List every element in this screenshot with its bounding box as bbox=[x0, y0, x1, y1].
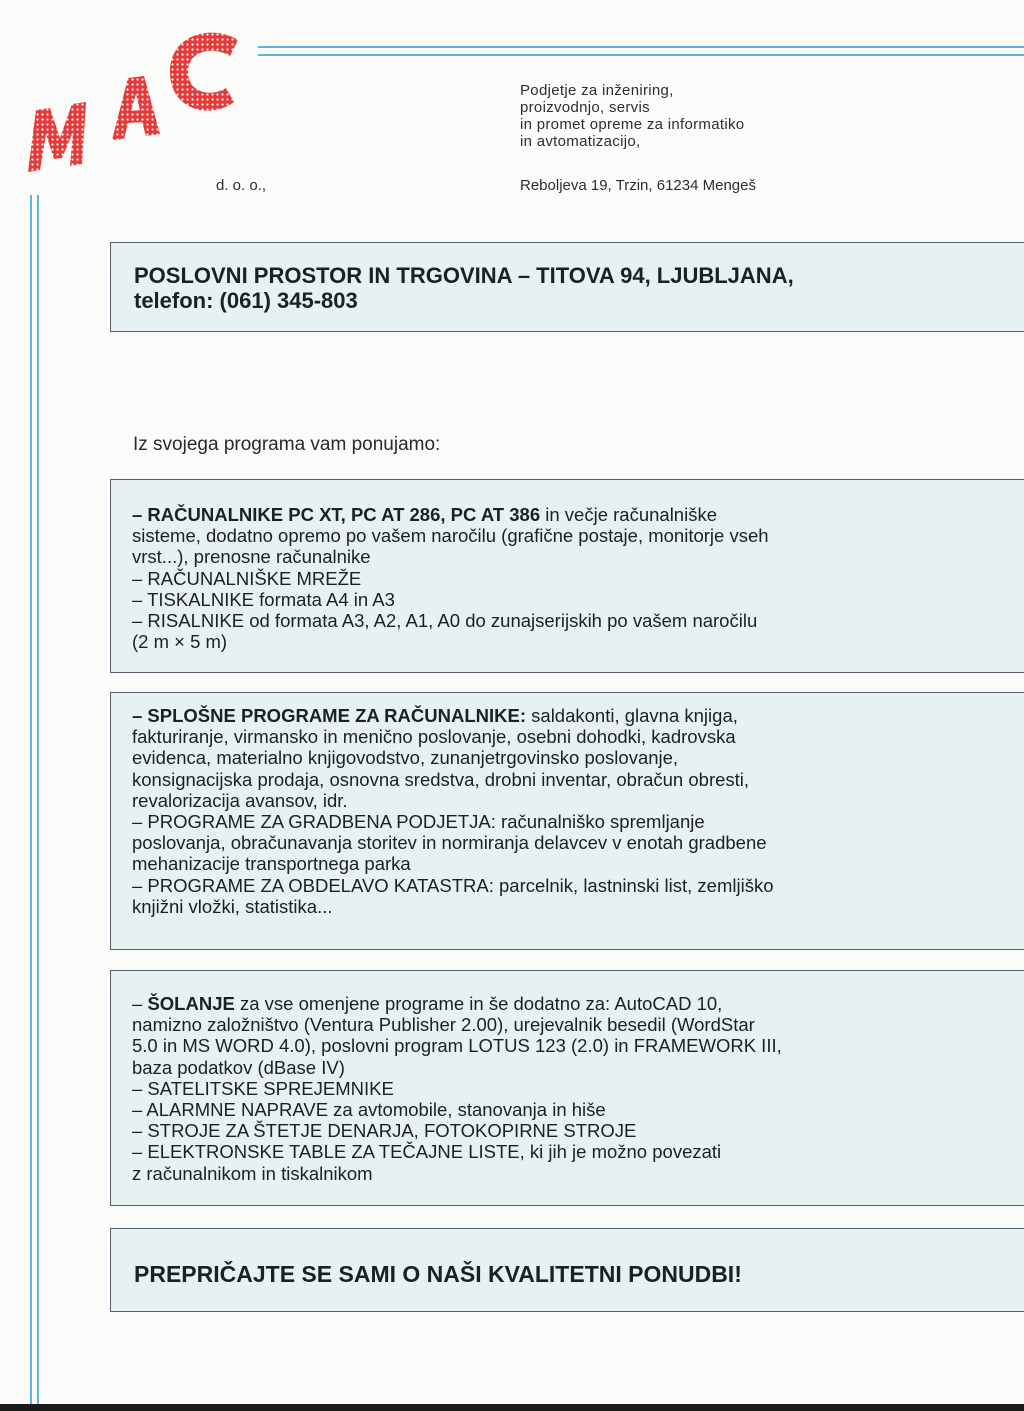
intro-text: Iz svojega programa vam ponujamo: bbox=[133, 434, 441, 455]
offer-line: – ELEKTRONSKE TABLE ZA TEČAJNE LISTE, ki jih je možno povezati bbox=[132, 1141, 722, 1163]
offer-line: z računalnikom in tiskalnikom bbox=[132, 1162, 373, 1184]
closing-box bbox=[110, 1228, 1024, 1312]
company-address: Reboljeva 19, Trzin, 61234 Mengeš bbox=[520, 177, 756, 194]
offer-line: namizno založništvo (Ventura Publisher 2.00), urejevalnik besedil (WordStar bbox=[132, 1014, 755, 1036]
closing-slogan: PREPRIČAJTE SE SAMI O NAŠI KVALITETNI PONUDBI! bbox=[134, 1261, 742, 1287]
offer-line: (2 m × 5 m) bbox=[132, 631, 228, 653]
offer-line: 5.0 in MS WORD 4.0), poslovni program LOTUS 123 (2.0) in FRAMEWORK III, bbox=[132, 1035, 782, 1057]
offer-text: in večje računalniške bbox=[540, 504, 717, 525]
banner-phone: telefon: (061) 345-803 bbox=[134, 288, 358, 313]
offer-text: za vse omenjene programe in še dodatno za: AutoCAD 10, bbox=[234, 993, 723, 1014]
offer-heading: – SPLOŠNE PROGRAME ZA RAČUNALNIKE: bbox=[132, 705, 527, 726]
hardware-offer-text bbox=[132, 504, 1004, 652]
mac-logo bbox=[20, 22, 250, 182]
offer-line: mehanizacije transportnega parka bbox=[132, 853, 411, 875]
top-rule-upper bbox=[258, 46, 1024, 48]
offer-line: fakturiranje, virmansko in menično poslovanje, osebni dohodki, kadrovska bbox=[132, 726, 736, 748]
offer-line: – TISKALNIKE formata A4 in A3 bbox=[132, 588, 395, 610]
offer-dash: – bbox=[132, 993, 148, 1014]
left-border-line-outer bbox=[30, 195, 32, 1411]
company-line: proizvodnjo, servis bbox=[520, 99, 650, 116]
offer-line: – ALARMNE NAPRAVE za avtomobile, stanovanja in hiše bbox=[132, 1099, 606, 1121]
training-offer-text bbox=[132, 993, 1004, 1184]
company-line: Podjetje za inženiring, bbox=[520, 82, 674, 99]
store-banner bbox=[110, 242, 1024, 332]
legal-form: d. o. o., bbox=[216, 177, 267, 194]
offer-heading: – RAČUNALNIKE PC XT, PC AT 286, PC AT 386 bbox=[132, 504, 541, 525]
offer-line: vrst...), prenosne računalnike bbox=[132, 546, 371, 568]
left-border-line-inner bbox=[37, 195, 39, 1411]
company-line: in avtomatizacijo, bbox=[520, 133, 641, 150]
company-description bbox=[520, 82, 744, 150]
banner-text bbox=[134, 263, 794, 313]
offer-line: – STROJE ZA ŠTETJE DENARJA, FOTOKOPIRNE STROJE bbox=[132, 1120, 637, 1142]
offer-line: – SATELITSKE SPREJEMNIKE bbox=[132, 1077, 394, 1099]
offer-text: saldakonti, glavna knjiga, bbox=[526, 705, 738, 726]
offer-line: konsignacijska prodaja, osnovna sredstva, drobni inventar, obračun obresti, bbox=[132, 768, 750, 790]
offer-line: evidenca, materialno knjigovodstvo, zunanjetrgovinsko poslovanje, bbox=[132, 747, 679, 769]
offer-line: knjižni vložki, statistika... bbox=[132, 895, 333, 917]
offer-line: – PROGRAME ZA GRADBENA PODJETJA: računalniško spremljanje bbox=[132, 811, 705, 833]
offer-line: revalorizacija avansov, idr. bbox=[132, 789, 348, 811]
page-bottom-edge bbox=[0, 1404, 1024, 1411]
offer-line: sisteme, dodatno opremo po vašem naročilu (grafične postaje, monitorje vseh bbox=[132, 525, 769, 547]
offer-line: poslovanja, obračunavanja storitev in normiranja delavcev v enotah gradbene bbox=[132, 832, 767, 854]
top-rule-lower bbox=[258, 54, 1024, 56]
offer-heading: ŠOLANJE bbox=[147, 993, 235, 1014]
training-offer-box bbox=[110, 970, 1024, 1206]
offer-line: – RISALNIKE od formata A3, A2, A1, A0 do zunajserijskih po vašem naročilu bbox=[132, 610, 758, 632]
hardware-offer-box bbox=[110, 479, 1024, 673]
offer-line: baza podatkov (dBase IV) bbox=[132, 1056, 345, 1078]
software-offer-box bbox=[110, 692, 1024, 950]
offer-line: – RAČUNALNIŠKE MREŽE bbox=[132, 567, 362, 589]
offer-line: – PROGRAME ZA OBDELAVO KATASTRA: parcelnik, lastninski list, zemljiško bbox=[132, 874, 774, 896]
banner-line: POSLOVNI PROSTOR IN TRGOVINA – TITOVA 94, LJUBLJANA, bbox=[134, 263, 794, 288]
software-offer-text bbox=[132, 705, 1004, 917]
company-line: in promet opreme za informatiko bbox=[520, 116, 745, 133]
